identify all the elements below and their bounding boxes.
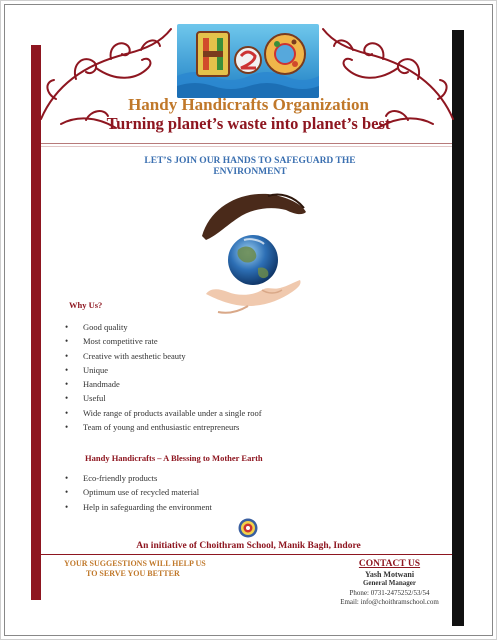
header-divider [41,143,452,144]
contact-heading: CONTACT US [358,559,421,569]
list-item: • Most competitive rate [62,334,262,348]
contact-title: General Manager [362,579,417,587]
list-item: • Help in safeguarding the environment [62,500,212,514]
suggestion-line-1: YOUR SUGGESTIONS WILL HELP US [64,559,206,568]
contact-block [332,559,447,606]
headline: LET’S JOIN OUR HANDS TO SAFEGUARD THE ENVIRONMENT [144,156,356,177]
why-us-list [62,320,262,434]
why-us-heading: Why Us? [69,300,103,310]
header-divider-secondary [41,146,452,147]
suggestion-note [64,559,206,579]
blessing-heading: Handy Handicrafts – A Blessing to Mother Earth [85,453,263,463]
organization-name: Handy Handicrafts Organization [128,95,369,114]
school-emblem-icon [238,518,258,538]
tagline: Turning planet’s waste into planet’s best [106,114,391,133]
footer-divider [41,554,452,555]
suggestion-line-2: TO SERVE YOU BETTER [86,569,180,578]
list-item: • Eco-friendly products [62,471,212,485]
list-item: • Useful [62,391,262,405]
list-item: • Handmade [62,377,262,391]
contact-name: Yash Motwani [364,570,415,579]
list-item: • Optimum use of recycled material [62,485,212,499]
contact-email[interactable]: Email: info@choithramschool.com [340,598,439,606]
list-item: • Team of young and enthusiastic entrepreneurs [62,420,262,434]
contact-phone: Phone: 0731-2475252/53/54 [349,589,430,597]
list-item: • Wide range of products available under a single roof [62,406,262,420]
list-item: • Good quality [62,320,262,334]
list-item: • Unique [62,363,262,377]
list-item: • Creative with aesthetic beauty [62,349,262,363]
h2o-logo [177,24,319,98]
initiative-line: An initiative of Choithram School, Manik Bagh, Indore [136,541,361,551]
hands-holding-earth-image [198,188,308,328]
blessing-list [62,471,212,514]
